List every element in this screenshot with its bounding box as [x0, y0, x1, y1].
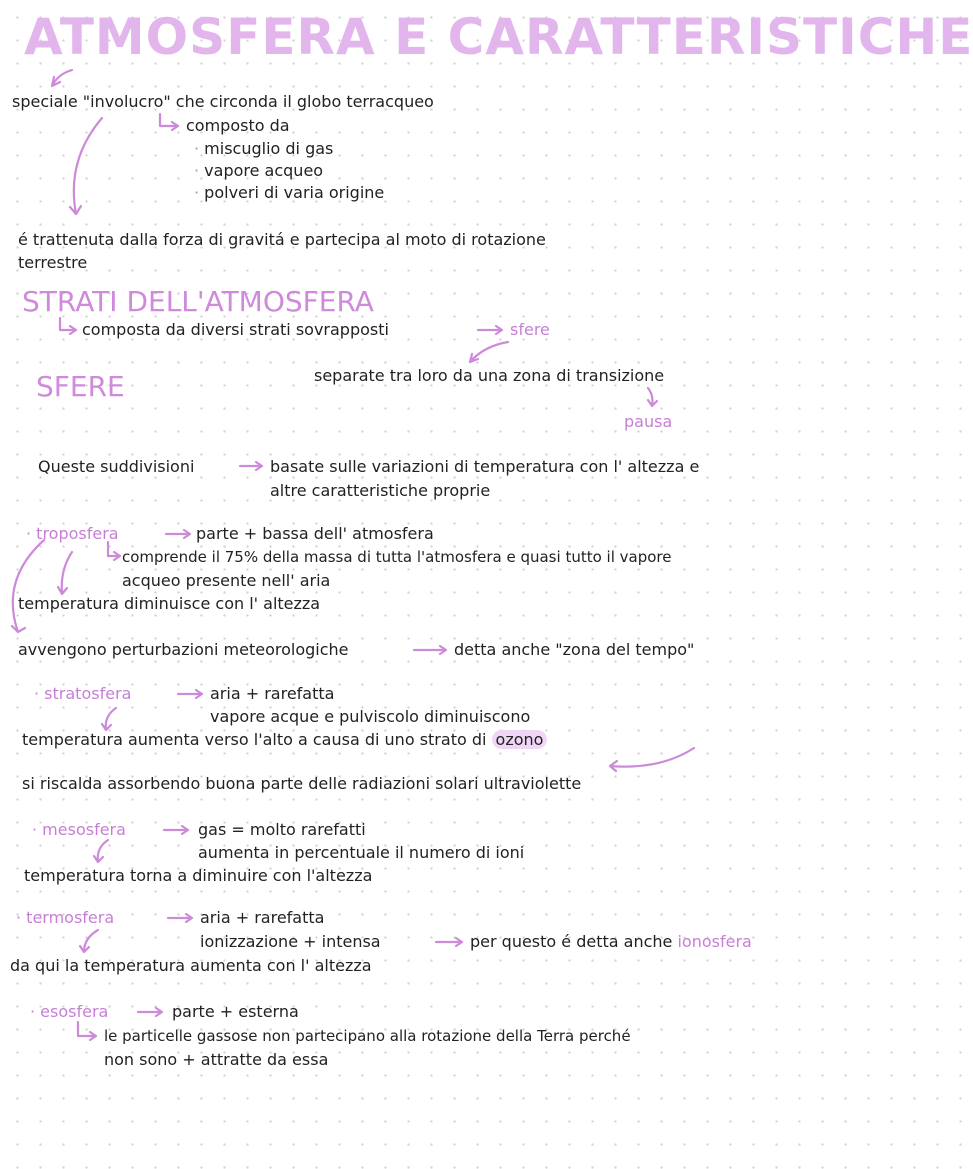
- definition-text: speciale "involucro" che circonda il globo terracqueo: [12, 92, 434, 111]
- component-item: · polveri di varia origine: [194, 183, 385, 202]
- termosfera-temp: da qui la temperatura aumenta con l' altezza: [10, 956, 372, 975]
- esosfera-particelle-cont: non sono + attratte da essa: [104, 1050, 329, 1069]
- troposfera-perturb: avvengono perturbazioni meteorologiche: [18, 640, 349, 659]
- arrow-strato-temp: [102, 708, 116, 730]
- composta-text: composta da diversi strati sovrapposti: [82, 320, 389, 339]
- separate-text: separate tra loro da una zona di transizione: [314, 366, 665, 385]
- stratosfera-vapore: vapore acque e pulviscolo diminuiscono: [210, 707, 531, 726]
- arrow-to-gravity: [70, 118, 102, 214]
- mesosfera-name: · mesosfera: [32, 820, 126, 839]
- termosfera-detta: per questo é detta anche ionosfera: [470, 932, 752, 951]
- troposfera-comprende: comprende il 75% della massa di tutta l'atmosfera e quasi tutto il vapore: [122, 548, 672, 566]
- sfere-heading: SFERE: [36, 370, 125, 403]
- arrow-ionizzazione: [436, 938, 462, 946]
- arrow-suddivisioni: [240, 462, 262, 470]
- hook-composto-arrow: [160, 114, 178, 130]
- troposfera-comprende-cont: acqueo presente nell' aria: [122, 571, 331, 590]
- ozono-highlight: ozono: [492, 730, 548, 749]
- suddivisioni-label: Queste suddivisioni: [38, 457, 195, 476]
- termosfera-desc: aria + rarefatta: [200, 908, 325, 927]
- troposfera-name: · troposfera: [26, 524, 119, 543]
- termosfera-name: · termosfera: [16, 908, 115, 927]
- arrow-title-to-definition: [52, 70, 72, 86]
- mesosfera-gas: gas = molto rarefatti: [198, 820, 366, 839]
- termosfera-ionizzazione: ionizzazione + intensa: [200, 932, 381, 951]
- arrow-termo-temp: [80, 930, 98, 952]
- strati-heading: STRATI DELL'ATMOSFERA: [22, 285, 374, 318]
- arrow-to-pausa: [648, 388, 657, 406]
- hook-particelle-arrow: [78, 1022, 96, 1040]
- esosfera-particelle: le particelle gassose non partecipano alla rotazione della Terra perché: [104, 1027, 631, 1045]
- arrow-sfere-to-separate: [470, 342, 508, 362]
- arrow-meso-temp: [94, 840, 108, 862]
- troposfera-desc: parte + bassa dell' atmosfera: [196, 524, 434, 543]
- arrow-stratosfera: [178, 690, 202, 698]
- hook-comprende-arrow: [108, 542, 120, 560]
- mesosfera-ioni: aumenta in percentuale il numero di ioni: [198, 843, 525, 862]
- suddivisioni-line2: altre caratteristiche proprie: [270, 481, 491, 500]
- troposfera-zona: detta anche "zona del tempo": [454, 640, 695, 659]
- gravity-text: é trattenuta dalla forza di gravitá e partecipa al moto di rotazione: [18, 230, 546, 249]
- arrow-termosfera: [168, 914, 192, 922]
- suddivisioni-line1: basate sulle variazioni di temperatura con l' altezza e: [270, 457, 700, 476]
- esosfera-name: · esosfera: [30, 1002, 109, 1021]
- arrow-to-sfere: [478, 326, 502, 334]
- stratosfera-desc: aria + rarefatta: [210, 684, 335, 703]
- stratosfera-riscalda: si riscalda assorbendo buona parte delle radiazioni solari ultraviolette: [22, 774, 582, 793]
- sfere-label: sfere: [510, 320, 550, 339]
- arrow-to-temp-tropo: [58, 552, 72, 594]
- gravity-text-cont: terrestre: [18, 253, 88, 272]
- stratosfera-temp: temperatura aumenta verso l'alto a causa di uno strato di ozono: [22, 730, 547, 750]
- arrow-perturb-zona: [414, 646, 446, 654]
- stratosfera-name: · stratosfera: [34, 684, 132, 703]
- arrow-to-perturb: [12, 540, 44, 632]
- hook-composta-arrow: [60, 318, 76, 334]
- page-title: ATMOSFERA E CARATTERISTICHE: [24, 8, 973, 66]
- esosfera-desc: parte + esterna: [172, 1002, 299, 1021]
- troposfera-temp: temperatura diminuisce con l' altezza: [18, 594, 321, 613]
- arrow-esosfera: [138, 1008, 162, 1016]
- arrow-troposfera: [166, 530, 190, 538]
- composto-text: composto da: [186, 116, 290, 135]
- ionosfera-text: ionosfera: [677, 932, 752, 951]
- arrow-ozono-riscalda: [610, 748, 694, 771]
- pausa-text: pausa: [624, 412, 673, 431]
- component-item: · vapore acqueo: [194, 161, 324, 180]
- component-item: · miscuglio di gas: [194, 139, 334, 158]
- arrow-mesosfera: [164, 826, 188, 834]
- mesosfera-temp: temperatura torna a diminuire con l'altezza: [24, 866, 373, 885]
